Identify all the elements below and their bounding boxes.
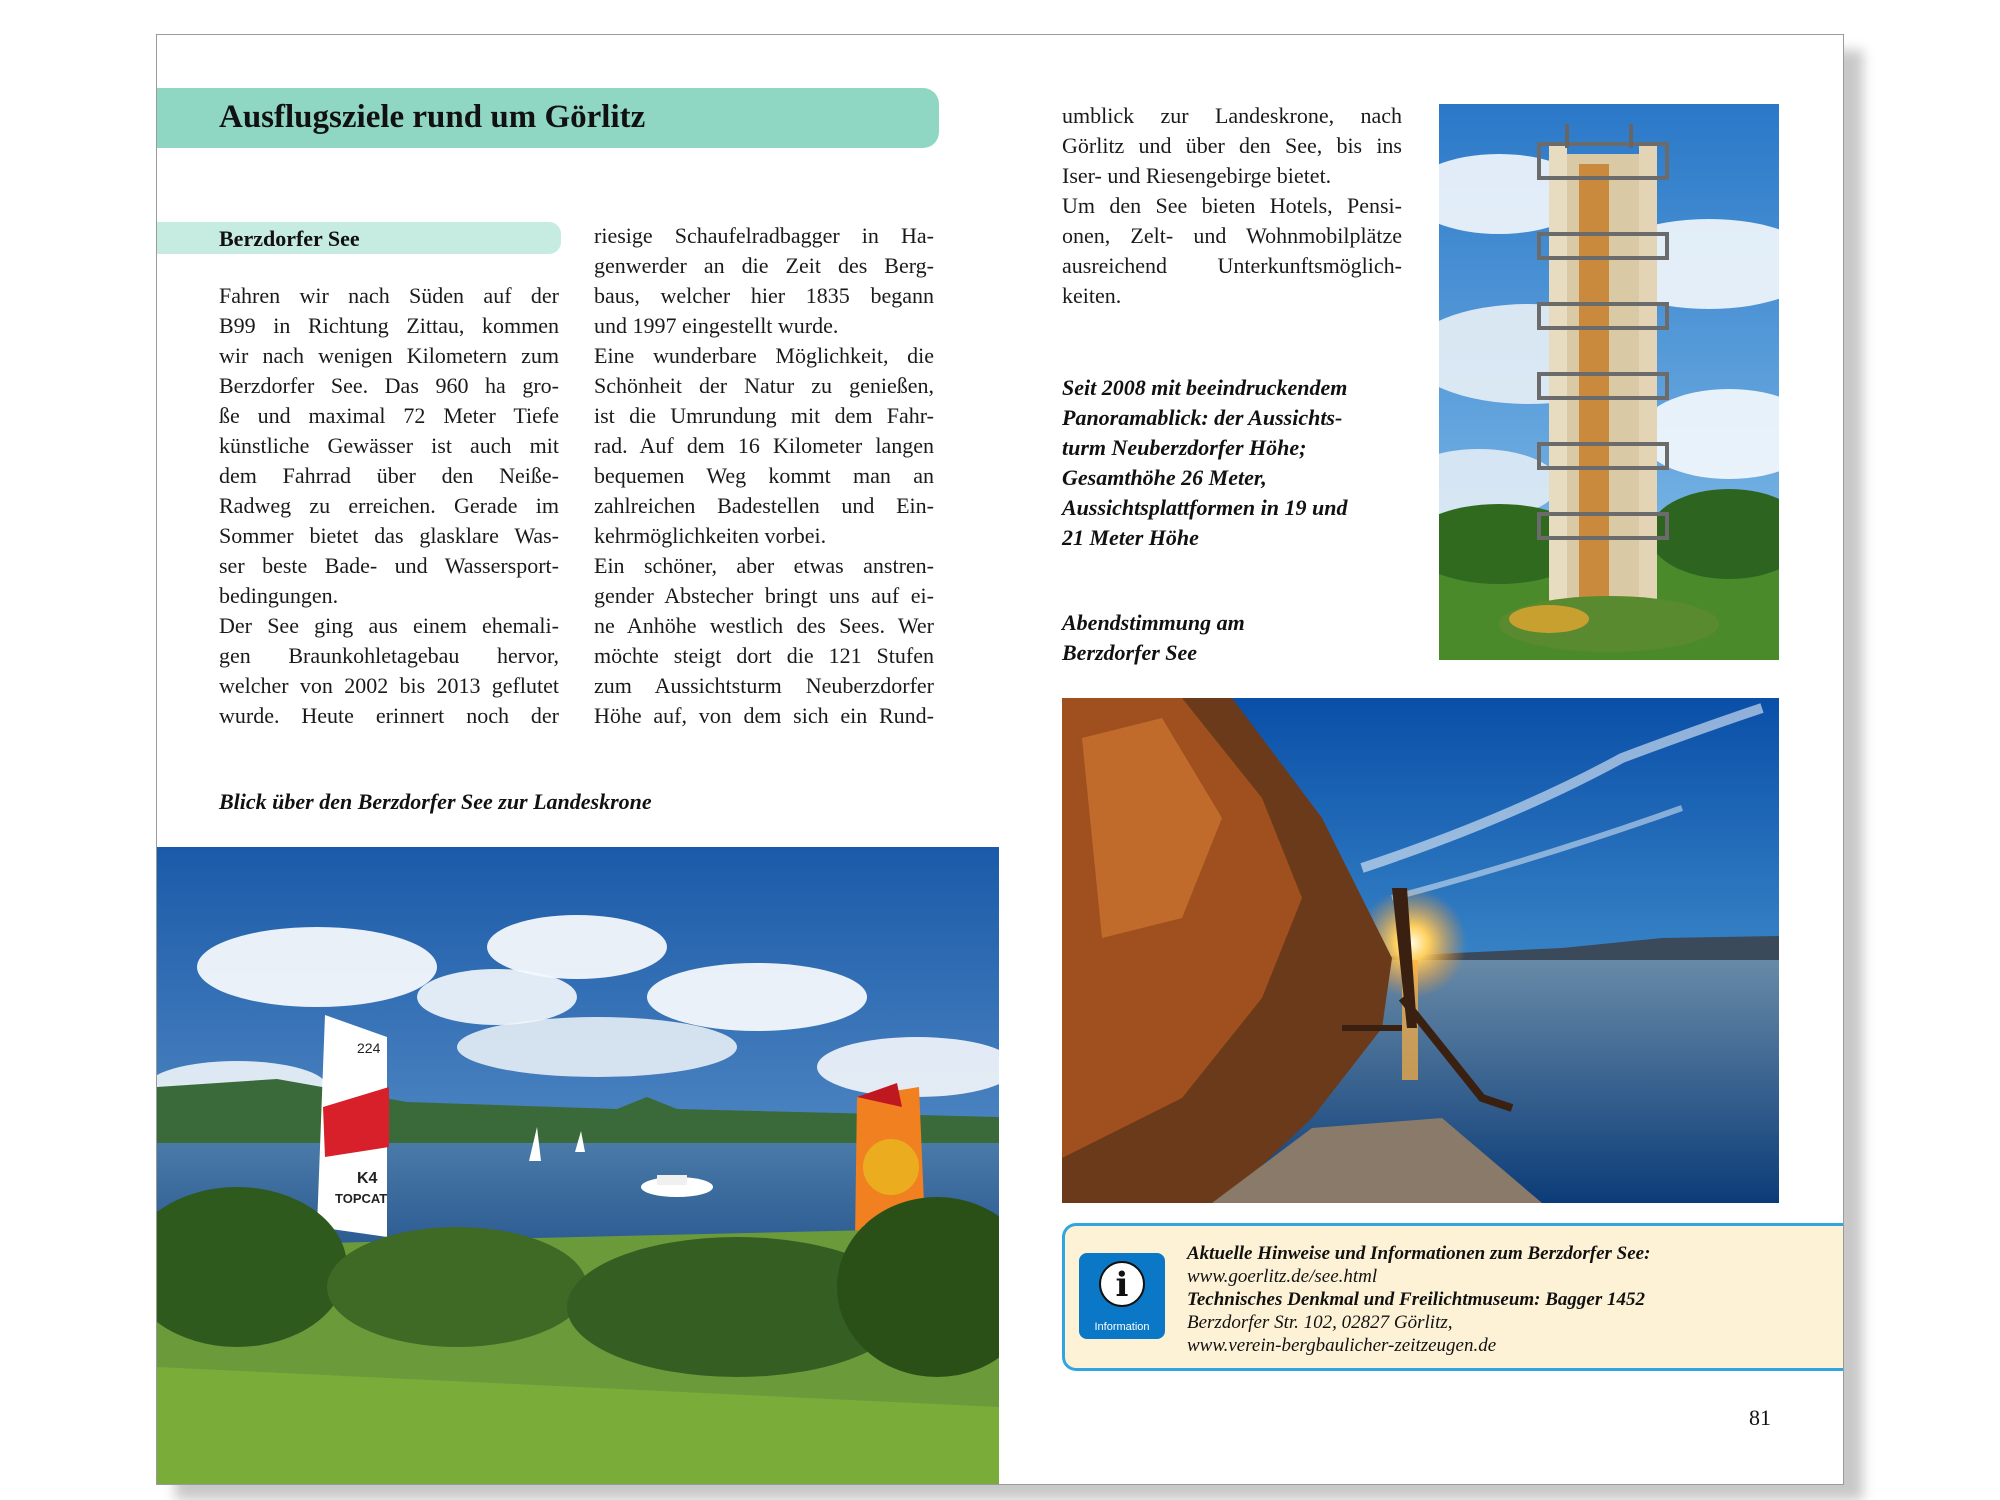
text-line: gen Braunkohletagebau hervor, bbox=[219, 643, 559, 668]
chapter-banner bbox=[157, 88, 939, 148]
caption-line: Aussichtsplattformen in 19 und bbox=[1062, 495, 1348, 520]
info-link-1[interactable]: www.goerlitz.de/see.html bbox=[1187, 1266, 1378, 1287]
info-icon-label: Information bbox=[1094, 1321, 1150, 1333]
text-line: ße und maximal 72 Meter Tiefe bbox=[219, 403, 559, 428]
sunset-caption bbox=[1062, 608, 1402, 668]
chapter-title: Ausflugsziele rund um Görlitz bbox=[219, 99, 646, 135]
text-line: genwerder an die Zeit des Berg- bbox=[594, 253, 934, 278]
text-line: B99 in Richtung Zittau, kommen bbox=[219, 313, 559, 338]
sail-number: 224 bbox=[357, 1040, 381, 1056]
text-line: dem Fahrrad über den Neiße- bbox=[219, 463, 559, 488]
text-line: Berzdorfer See. Das 960 ha gro- bbox=[219, 373, 559, 398]
text-line: keiten. bbox=[1062, 283, 1122, 308]
page-number: 81 bbox=[1749, 1405, 1771, 1430]
caption-line: 21 Meter Höhe bbox=[1062, 525, 1199, 550]
text-line: kehrmöglichkeiten vorbei. bbox=[594, 523, 827, 548]
info-text bbox=[1187, 1242, 1650, 1357]
information-icon bbox=[1079, 1253, 1165, 1339]
info-glyph: i bbox=[1115, 1265, 1129, 1305]
lake-caption: Blick über den Berzdorfer See zur Landeskrone bbox=[219, 789, 652, 814]
lake-photo bbox=[157, 847, 999, 1485]
text-line: Görlitz und über den See, bis ins bbox=[1062, 133, 1402, 158]
caption-line: Berzdorfer See bbox=[1062, 640, 1198, 665]
info-heading-2: Technisches Denkmal und Freilichtmuseum: Bagger 1452 bbox=[1187, 1289, 1645, 1310]
tower-photo bbox=[1439, 104, 1779, 660]
text-line: riesige Schaufelradbagger in Ha- bbox=[594, 223, 934, 248]
text-line: Schönheit der Natur zu genießen, bbox=[594, 373, 934, 398]
sunset-photo bbox=[1062, 698, 1779, 1203]
text-column-1 bbox=[219, 281, 559, 731]
caption-line: Abendstimmung am bbox=[1062, 610, 1245, 635]
text-line: Radweg zu erreichen. Gerade im bbox=[219, 493, 559, 518]
text-line: und 1997 eingestellt wurde. bbox=[594, 313, 839, 338]
text-line: rad. Auf dem 16 Kilometer langen bbox=[594, 433, 934, 458]
text-column-3 bbox=[1062, 101, 1402, 311]
text-line: Ein schöner, aber etwas anstren- bbox=[594, 553, 934, 578]
caption-line: Seit 2008 mit beeindruckendem bbox=[1062, 375, 1348, 400]
text-line: künstliche Gewässer ist auch mit bbox=[219, 433, 559, 458]
text-line: Sommer bietet das glasklare Was- bbox=[219, 523, 559, 548]
text-line: Höhe auf, von dem sich ein Rund- bbox=[594, 703, 934, 728]
text-line: Eine wunderbare Möglichkeit, die bbox=[594, 343, 934, 368]
text-line: zahlreichen Badestellen und Ein- bbox=[594, 493, 934, 518]
text-line: umblick zur Landeskrone, nach bbox=[1062, 103, 1402, 128]
caption-line: Gesamthöhe 26 Meter, bbox=[1062, 465, 1267, 490]
text-line: bedingungen. bbox=[219, 583, 339, 608]
text-line: zum Aussichtsturm Neuberzdorfer bbox=[594, 673, 934, 698]
text-line: wurde. Heute erinnert noch der bbox=[219, 703, 559, 728]
text-line: bequemen Weg kommt man an bbox=[594, 463, 934, 488]
text-line: ist die Umrundung mit dem Fahr- bbox=[594, 403, 934, 428]
info-heading-1: Aktuelle Hinweise und Informationen zum Berzdorfer See: bbox=[1187, 1243, 1651, 1264]
text-line: ser beste Bade- und Wassersport- bbox=[219, 553, 559, 578]
info-circle bbox=[1099, 1261, 1145, 1307]
info-box bbox=[1062, 1223, 1844, 1371]
caption-line: Panoramablick: der Aussichts- bbox=[1062, 405, 1343, 430]
text-line: Um den See bieten Hotels, Pensi- bbox=[1062, 193, 1402, 218]
book-page bbox=[156, 34, 1844, 1485]
text-line: Der See ging aus einem ehemali- bbox=[219, 613, 559, 638]
info-address: Berzdorfer Str. 102, 02827 Görlitz, bbox=[1187, 1312, 1453, 1333]
text-line: ne Anhöhe westlich des Sees. Wer bbox=[594, 613, 934, 638]
section-title: Berzdorfer See bbox=[219, 226, 360, 251]
text-line: wir nach wenigen Kilometern zum bbox=[219, 343, 559, 368]
text-line: möchte steigt dort die 121 Stufen bbox=[594, 643, 934, 668]
text-line: welcher von 2002 bis 2013 geflutet bbox=[219, 673, 559, 698]
tower-caption bbox=[1062, 373, 1402, 553]
sail-brand: TOPCAT bbox=[335, 1191, 388, 1206]
text-line: baus, welcher hier 1835 begann bbox=[594, 283, 934, 308]
text-column-2 bbox=[594, 221, 934, 731]
info-link-2[interactable]: www.verein-bergbaulicher-zeitzeugen.de bbox=[1187, 1335, 1497, 1356]
text-line: onen, Zelt- und Wohnmobilplätze bbox=[1062, 223, 1402, 248]
text-line: Iser- und Riesengebirge bietet. bbox=[1062, 163, 1332, 188]
text-line: gender Abstecher bringt uns auf ei- bbox=[594, 583, 934, 608]
text-line: ausreichend Unterkunftsmöglich- bbox=[1062, 253, 1402, 278]
text-line: Fahren wir nach Süden auf der bbox=[219, 283, 559, 308]
section-heading-bar bbox=[157, 222, 561, 254]
sail-mark: K4 bbox=[357, 1170, 378, 1187]
caption-line: turm Neuberzdorfer Höhe; bbox=[1062, 435, 1307, 460]
